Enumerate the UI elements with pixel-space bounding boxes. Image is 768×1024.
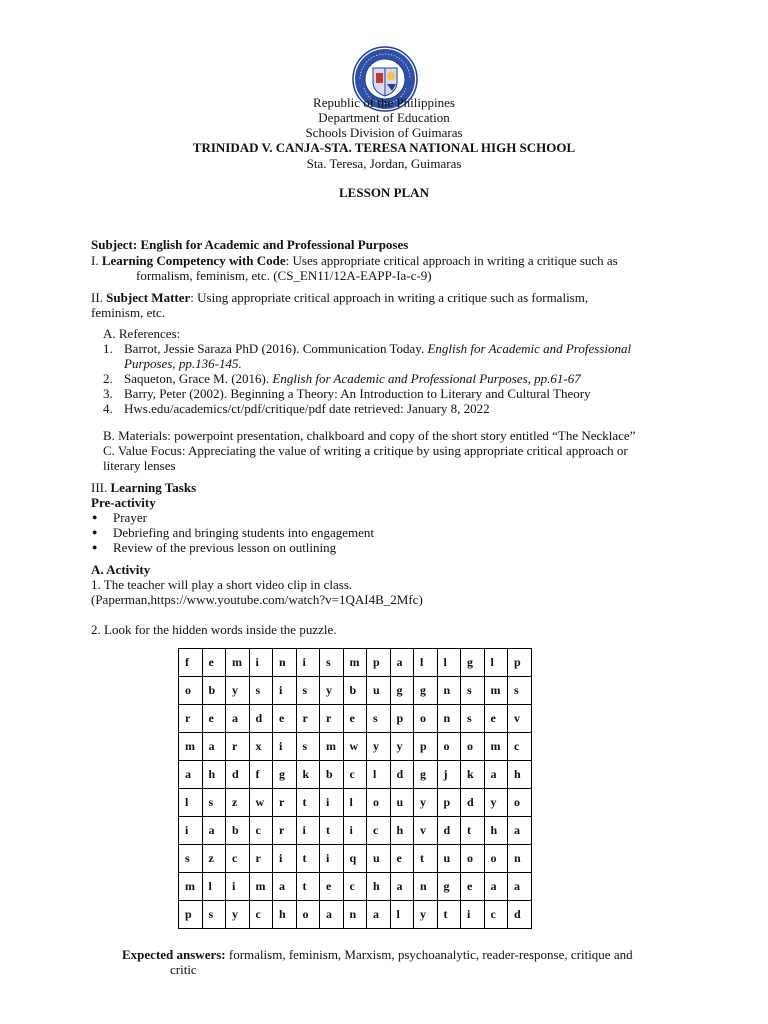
header-division: Schools Division of Guimaras — [305, 125, 463, 140]
reference-4-num: 4. — [103, 401, 113, 416]
puzzle-cell: o — [296, 901, 320, 929]
puzzle-cell: c — [249, 901, 273, 929]
puzzle-cell: y — [367, 733, 391, 761]
puzzle-cell: r — [273, 789, 297, 817]
puzzle-cell: d — [461, 789, 485, 817]
puzzle-row — [179, 649, 532, 677]
puzzle-cell: i — [273, 845, 297, 873]
puzzle-cell: c — [508, 733, 532, 761]
activity-heading: A. Activity — [91, 562, 151, 577]
puzzle-cell: s — [320, 649, 344, 677]
puzzle-cell: r — [296, 705, 320, 733]
puzzle-cell: l — [390, 901, 414, 929]
puzzle-cell: d — [249, 705, 273, 733]
puzzle-cell: m — [249, 873, 273, 901]
puzzle-cell: t — [461, 817, 485, 845]
puzzle-cell: r — [320, 705, 344, 733]
puzzle-cell: i — [320, 845, 344, 873]
puzzle-row — [179, 705, 532, 733]
puzzle-cell: y — [414, 789, 438, 817]
activity-step-1: 1. The teacher will play a short video clip in class. — [91, 577, 353, 592]
puzzle-cell: b — [202, 677, 226, 705]
puzzle-cell: l — [484, 649, 508, 677]
puzzle-cell: u — [367, 677, 391, 705]
puzzle-cell: a — [273, 873, 297, 901]
puzzle-cell: r — [179, 705, 203, 733]
puzzle-cell: z — [226, 789, 250, 817]
activity-step-2: 2. Look for the hidden words inside the puzzle. — [91, 622, 337, 637]
puzzle-cell: m — [179, 733, 203, 761]
puzzle-cell: i — [273, 677, 297, 705]
puzzle-cell: y — [390, 733, 414, 761]
puzzle-cell: m — [484, 677, 508, 705]
puzzle-cell: y — [320, 677, 344, 705]
puzzle-cell: c — [484, 901, 508, 929]
puzzle-cell: a — [179, 761, 203, 789]
puzzle-cell: d — [226, 761, 250, 789]
puzzle-cell: i — [179, 817, 203, 845]
header-address: Sta. Teresa, Jordan, Guimaras — [306, 156, 462, 171]
puzzle-cell: s — [249, 677, 273, 705]
puzzle-cell: m — [343, 649, 367, 677]
puzzle-cell: l — [179, 789, 203, 817]
puzzle-cell: o — [461, 733, 485, 761]
puzzle-cell: r — [226, 733, 250, 761]
header-school-name: TRINIDAD V. CANJA-STA. TERESA NATIONAL HIGH SCHOOL — [192, 140, 576, 155]
puzzle-cell: o — [437, 733, 461, 761]
puzzle-cell: o — [367, 789, 391, 817]
pre-activity-item: Prayer — [113, 510, 147, 525]
puzzle-cell: i — [461, 901, 485, 929]
puzzle-cell: q — [343, 845, 367, 873]
puzzle-cell: g — [461, 649, 485, 677]
reference-2-plain: Saqueton, Grace M. (2016). — [124, 371, 273, 386]
puzzle-cell: n — [273, 649, 297, 677]
puzzle-cell: t — [296, 873, 320, 901]
puzzle-cell: k — [296, 761, 320, 789]
puzzle-cell: p — [437, 789, 461, 817]
puzzle-cell: m — [484, 733, 508, 761]
value-focus-line: C. Value Focus: Appreciating the value of writing a critique by using appropriate critical approach or — [103, 443, 628, 458]
puzzle-cell: x — [249, 733, 273, 761]
puzzle-cell: e — [484, 705, 508, 733]
puzzle-cell: k — [461, 761, 485, 789]
puzzle-cell: d — [508, 901, 532, 929]
puzzle-cell: v — [508, 705, 532, 733]
puzzle-cell: i — [226, 873, 250, 901]
expected-answers-text: formalism, feminism, Marxism, psychoanalytic, reader-response, critique and — [225, 947, 633, 962]
puzzle-cell: f — [179, 649, 203, 677]
puzzle-cell: y — [414, 901, 438, 929]
puzzle-cell: w — [343, 733, 367, 761]
puzzle-cell: a — [202, 733, 226, 761]
activity-video-link: (Paperman,https://www.youtube.com/watch?v=1QAI4B_2Mfc) — [91, 592, 423, 607]
puzzle-cell: t — [296, 789, 320, 817]
puzzle-cell: h — [390, 817, 414, 845]
puzzle-cell: y — [226, 901, 250, 929]
expected-answers-label: Expected answers: — [122, 947, 226, 962]
puzzle-cell: b — [320, 761, 344, 789]
competency-label: Learning Competency with Code — [101, 253, 286, 268]
bullet-icon: ● — [92, 542, 98, 552]
puzzle-cell: z — [202, 845, 226, 873]
bullet-icon: ● — [92, 527, 98, 537]
puzzle-cell: e — [320, 873, 344, 901]
references-heading: A. References: — [103, 326, 181, 341]
competency-text: : Uses appropriate critical approach in writing a critique such as — [285, 253, 618, 268]
puzzle-row — [179, 677, 532, 705]
puzzle-cell: s — [367, 705, 391, 733]
puzzle-cell: c — [367, 817, 391, 845]
puzzle-cell: l — [202, 873, 226, 901]
puzzle-cell: c — [226, 845, 250, 873]
reference-1-title-cont: Purposes, pp.136-145. — [124, 356, 242, 371]
puzzle-cell: e — [343, 705, 367, 733]
puzzle-cell: t — [296, 845, 320, 873]
puzzle-cell: t — [437, 901, 461, 929]
puzzle-cell: h — [484, 817, 508, 845]
puzzle-cell: f — [249, 761, 273, 789]
puzzle-cell: n — [343, 901, 367, 929]
reference-2 — [124, 371, 581, 386]
puzzle-cell: m — [226, 649, 250, 677]
puzzle-cell: o — [508, 789, 532, 817]
puzzle-cell: a — [320, 901, 344, 929]
reference-3: Barry, Peter (2002). Beginning a Theory: An Introduction to Literary and Cultural Theory — [124, 386, 591, 401]
puzzle-cell: s — [508, 677, 532, 705]
puzzle-cell: a — [484, 761, 508, 789]
puzzle-cell: r — [273, 817, 297, 845]
subject-matter-prefix: II. — [91, 290, 107, 305]
puzzle-cell: u — [390, 789, 414, 817]
puzzle-cell: o — [461, 845, 485, 873]
puzzle-cell: l — [437, 649, 461, 677]
puzzle-cell: w — [249, 789, 273, 817]
pre-activity-item: Review of the previous lesson on outlining — [113, 540, 337, 555]
puzzle-cell: g — [414, 677, 438, 705]
document-title: LESSON PLAN — [339, 185, 429, 200]
puzzle-row — [179, 873, 532, 901]
puzzle-cell: h — [273, 901, 297, 929]
puzzle-cell: e — [202, 649, 226, 677]
puzzle-cell: d — [437, 817, 461, 845]
puzzle-cell: i — [320, 789, 344, 817]
puzzle-cell: u — [437, 845, 461, 873]
subject-matter-label: Subject Matter — [106, 290, 191, 305]
puzzle-cell: i — [273, 733, 297, 761]
puzzle-cell: e — [390, 845, 414, 873]
puzzle-cell: r — [249, 845, 273, 873]
puzzle-cell: e — [202, 705, 226, 733]
puzzle-cell: p — [508, 649, 532, 677]
puzzle-cell: s — [179, 845, 203, 873]
puzzle-cell: b — [226, 817, 250, 845]
puzzle-cell: g — [437, 873, 461, 901]
puzzle-cell: y — [484, 789, 508, 817]
puzzle-cell: n — [414, 873, 438, 901]
puzzle-cell: j — [437, 761, 461, 789]
puzzle-cell: p — [414, 733, 438, 761]
puzzle-cell: o — [484, 845, 508, 873]
puzzle-row — [179, 789, 532, 817]
puzzle-cell: i — [296, 817, 320, 845]
reference-1-plain: Barrot, Jessie Saraza PhD (2016). Communication Today. — [124, 341, 428, 356]
learning-tasks-line — [91, 480, 196, 495]
puzzle-cell: a — [226, 705, 250, 733]
puzzle-cell: p — [390, 705, 414, 733]
expected-answers-text2: critic — [170, 962, 197, 977]
puzzle-cell: d — [390, 761, 414, 789]
puzzle-row — [179, 901, 532, 929]
puzzle-cell: n — [508, 845, 532, 873]
puzzle-cell: a — [508, 873, 532, 901]
puzzle-cell: a — [202, 817, 226, 845]
puzzle-cell: i — [343, 817, 367, 845]
puzzle-cell: t — [414, 845, 438, 873]
puzzle-cell: g — [414, 761, 438, 789]
puzzle-cell: a — [390, 873, 414, 901]
puzzle-cell: h — [508, 761, 532, 789]
puzzle-cell: i — [249, 649, 273, 677]
puzzle-cell: c — [249, 817, 273, 845]
reference-1-num: 1. — [103, 341, 113, 356]
competency-code: formalism, feminism, etc. (CS_EN11/12A-EAPP-Ia-c-9) — [136, 268, 432, 283]
puzzle-cell: a — [367, 901, 391, 929]
puzzle-cell: p — [367, 649, 391, 677]
bullet-icon: ● — [92, 512, 98, 522]
puzzle-cell: y — [226, 677, 250, 705]
puzzle-cell: t — [320, 817, 344, 845]
puzzle-cell: l — [367, 761, 391, 789]
puzzle-cell: s — [461, 705, 485, 733]
word-search-puzzle — [178, 648, 532, 929]
header-republic: Republic of the Philippines — [313, 95, 455, 110]
puzzle-cell: b — [343, 677, 367, 705]
puzzle-cell: e — [273, 705, 297, 733]
puzzle-cell: g — [390, 677, 414, 705]
puzzle-cell: s — [202, 789, 226, 817]
puzzle-cell: m — [179, 873, 203, 901]
puzzle-cell: a — [390, 649, 414, 677]
learning-tasks-prefix: III. — [91, 480, 111, 495]
puzzle-cell: a — [484, 873, 508, 901]
header-department: Department of Education — [318, 110, 450, 125]
puzzle-cell: n — [437, 677, 461, 705]
puzzle-row — [179, 817, 532, 845]
pre-activity-item: Debriefing and bringing students into engagement — [113, 525, 375, 540]
subject-line: Subject: English for Academic and Professional Purposes — [91, 237, 409, 252]
reference-1 — [124, 341, 631, 356]
puzzle-row — [179, 761, 532, 789]
puzzle-cell: h — [202, 761, 226, 789]
puzzle-cell: o — [414, 705, 438, 733]
subject-matter-text2: feminism, etc. — [91, 305, 166, 320]
competency-line — [91, 253, 618, 268]
materials-line: B. Materials: powerpoint presentation, chalkboard and copy of the short story entitled “The Necklace” — [103, 428, 636, 443]
puzzle-cell: l — [343, 789, 367, 817]
puzzle-cell: m — [320, 733, 344, 761]
puzzle-grid — [179, 649, 532, 929]
puzzle-cell: o — [179, 677, 203, 705]
puzzle-row — [179, 845, 532, 873]
pre-activity-heading: Pre-activity — [91, 495, 156, 510]
puzzle-row — [179, 733, 532, 761]
puzzle-cell: g — [273, 761, 297, 789]
puzzle-cell: s — [296, 677, 320, 705]
puzzle-cell: s — [296, 733, 320, 761]
puzzle-cell: h — [367, 873, 391, 901]
puzzle-cell: p — [179, 901, 203, 929]
reference-3-num: 3. — [103, 386, 113, 401]
puzzle-cell: c — [343, 873, 367, 901]
puzzle-cell: s — [202, 901, 226, 929]
puzzle-cell: e — [461, 873, 485, 901]
reference-2-num: 2. — [103, 371, 113, 386]
puzzle-cell: u — [367, 845, 391, 873]
subject-matter-line — [91, 290, 588, 305]
puzzle-cell: a — [508, 817, 532, 845]
value-focus-line2: literary lenses — [103, 458, 176, 473]
puzzle-cell: s — [461, 677, 485, 705]
reference-2-title: English for Academic and Professional Purposes, pp.61-67 — [272, 371, 581, 386]
learning-tasks-label: Learning Tasks — [110, 480, 197, 495]
subject-matter-text: : Using appropriate critical approach in writing a critique such as formalism, — [190, 290, 589, 305]
puzzle-cell: v — [414, 817, 438, 845]
puzzle-cell: c — [343, 761, 367, 789]
expected-answers-line — [122, 947, 633, 962]
competency-prefix: I. — [91, 253, 102, 268]
puzzle-cell: i — [296, 649, 320, 677]
puzzle-cell: n — [437, 705, 461, 733]
puzzle-cell: l — [414, 649, 438, 677]
reference-1-title: English for Academic and Professional — [427, 341, 632, 356]
reference-4: Hws.edu/academics/ct/pdf/critique/pdf date retrieved: January 8, 2022 — [124, 401, 490, 416]
